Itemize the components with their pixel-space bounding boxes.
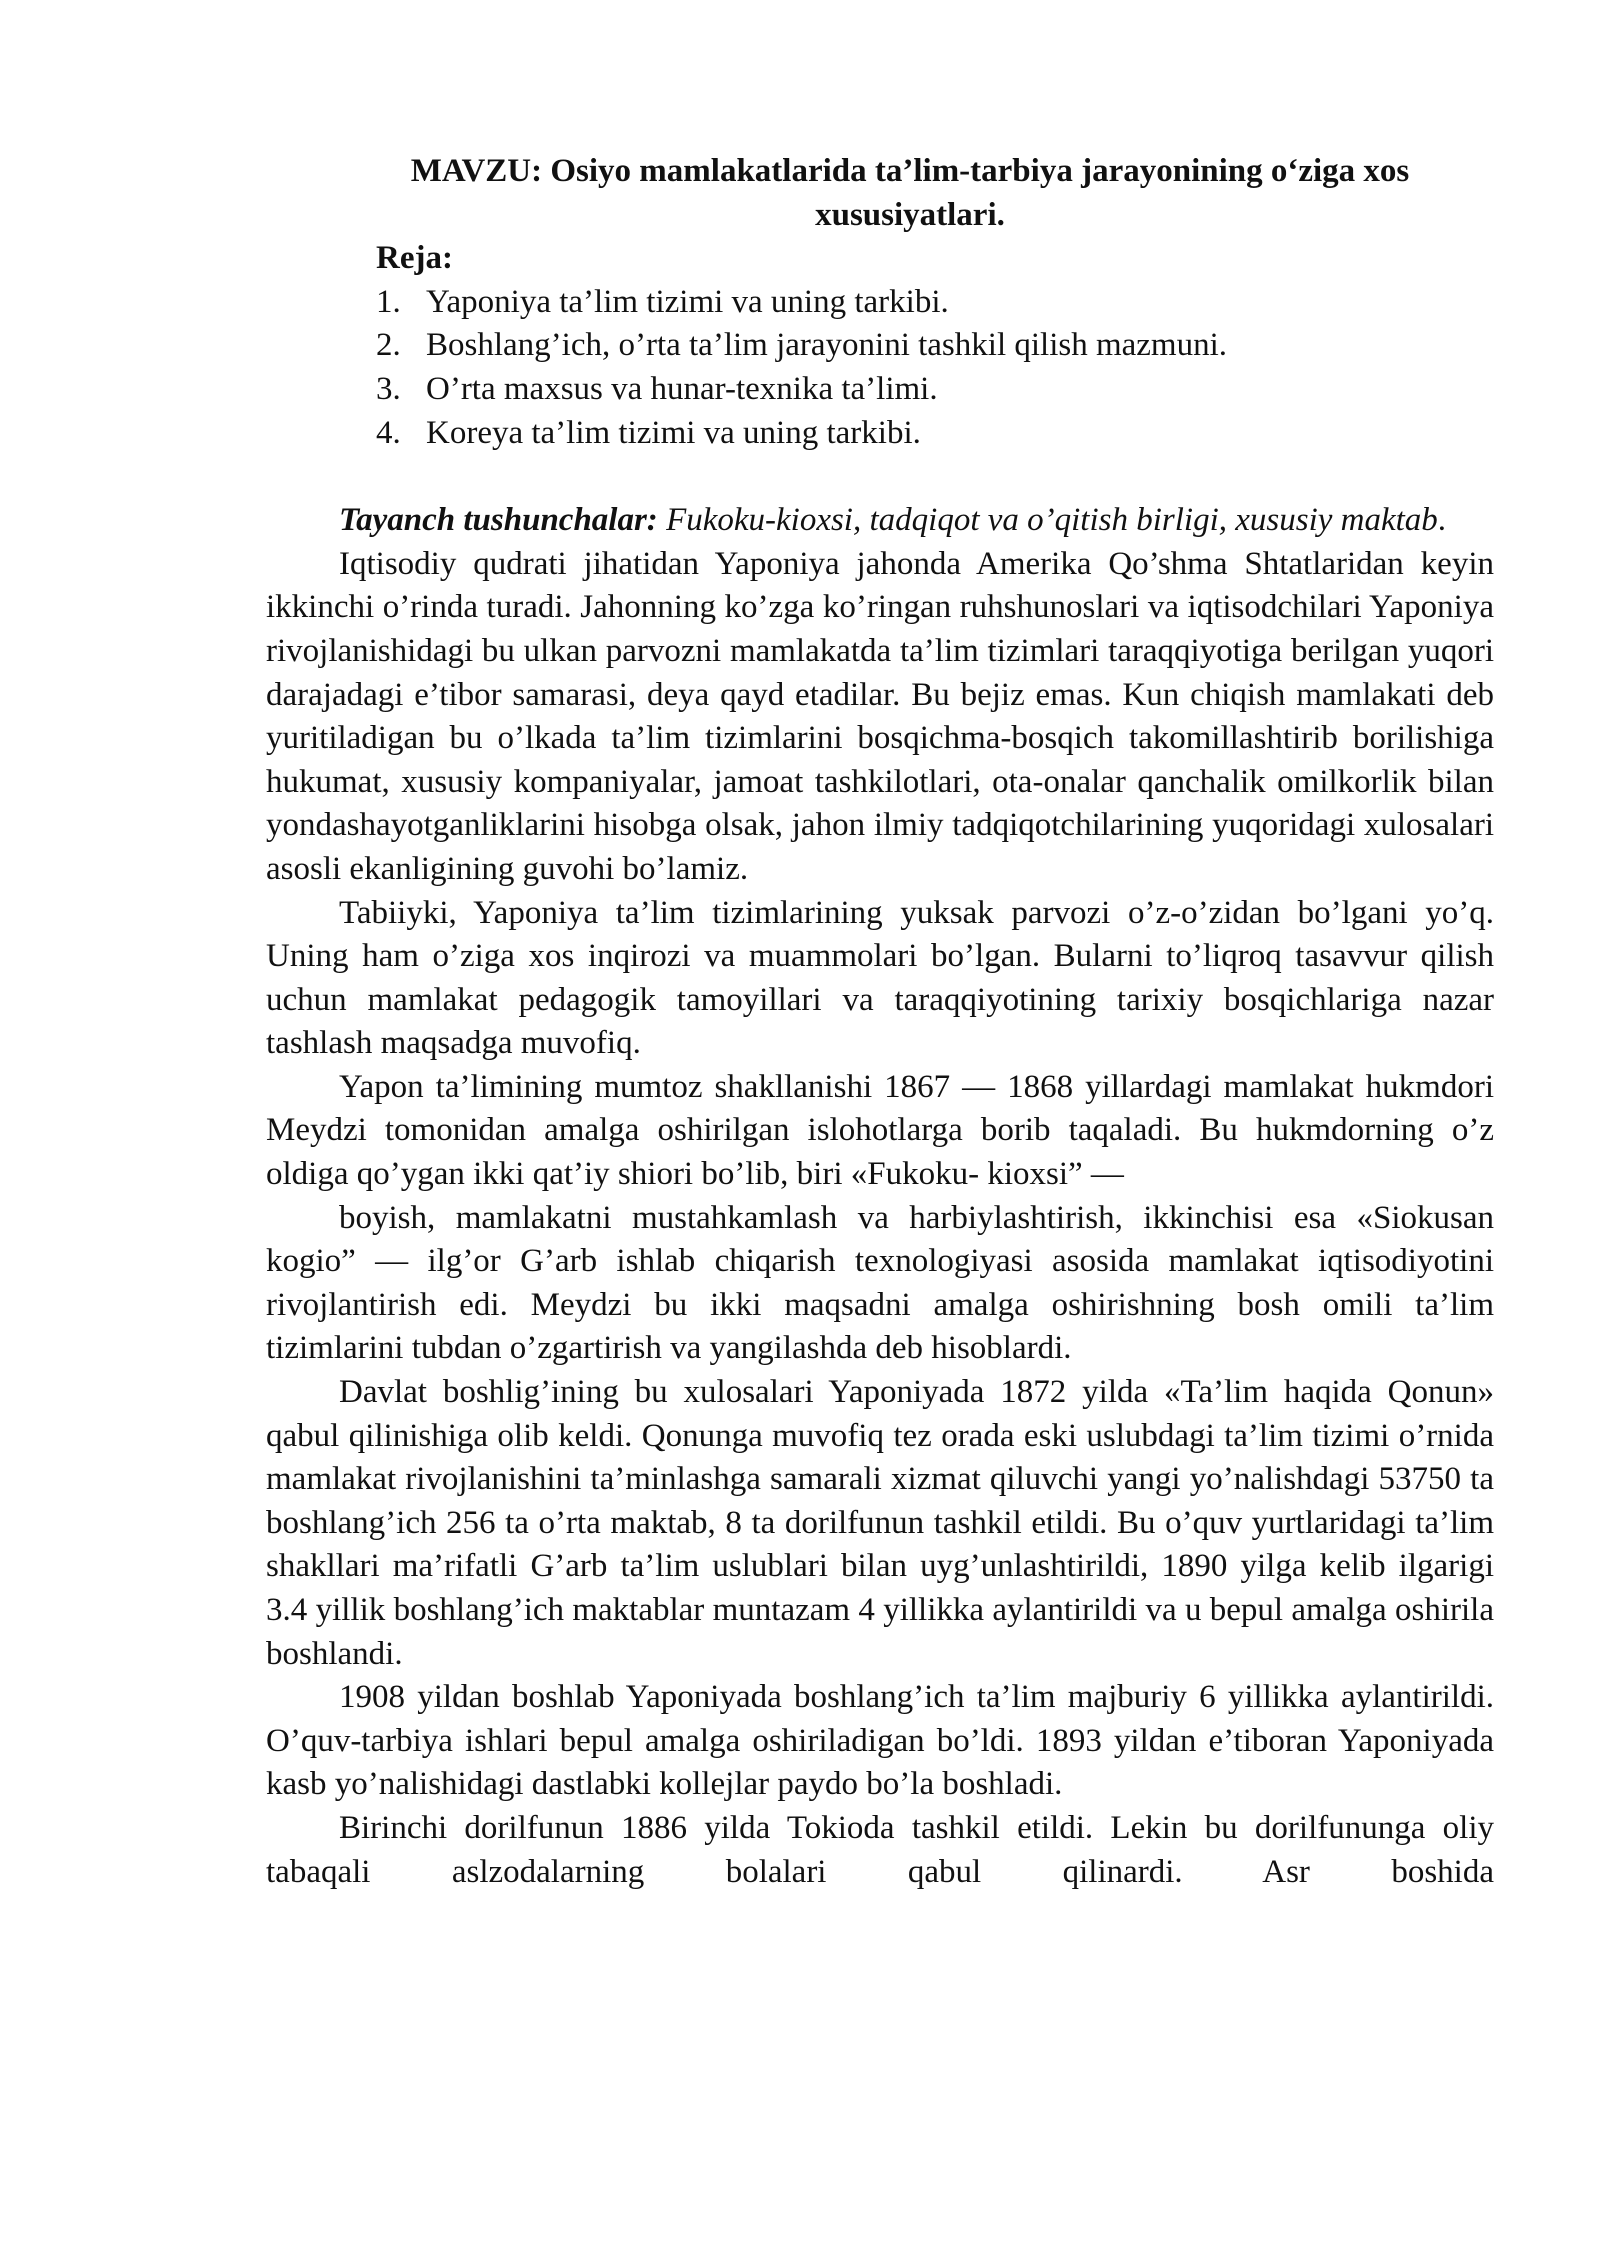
plan-heading: Reja: [376, 240, 453, 277]
body-paragraph: Iqtisodiy qudrati jihatidan Yaponiya jahonda Amerika Qo’shma Shtatlaridan keyin ikkinchi o’rinda turadi. Jahonning ko’zga ko’ringan ruhshunoslari va iqtisodchilari Yaponiya rivojlanishidagi bu ulkan parvozni mamlakatda ta’lim tizimlari taraqqiyotiga berilgan yuqori darajadagi e’tibor samarasi, deya qayd etadilar. Bu bejiz emas. Kun chiqish mamlakati deb yuritiladigan bu o’lkada ta’lim tizimlarini bosqichma-bosqich takomillashtirib borilishiga hukumat, xususiy kompaniyalar, jamoat tashkilotlari, ota-onalar qanchalik omilkorlik bilan yondashayotganliklarini hisobga olsak, jahon ilmiy tadqiqotchilarining yuqoridagi xulosalari asosli ekanligining guvohi bo’lamiz. [266, 545, 1494, 887]
plan-section [266, 237, 1494, 455]
title-line-2: xususiyatlari. [815, 196, 1005, 233]
plan-item-number: 4. [376, 414, 401, 451]
plan-item-text: Yaponiya ta’lim tizimi va uning tarkibi. [426, 283, 949, 320]
keywords-label: Tayanch tushunchalar: [339, 502, 658, 539]
body-paragraph: boyish, mamlakatni mustahkamlash va harbiylashtirish, ikkinchisi esa «Siokusan kogio” — ilg’or G’arb ishlab chiqarish texnologiyasi asosida mamlakat iqtisodiyotini rivojlantirish edi. Meydzi bu ikki maqsadni amalga oshirishning bosh omili ta’lim tizimlarini tubdan o’zgartirish va yangilashda deb hisoblardi. [266, 1199, 1494, 1367]
keywords-paragraph [266, 499, 1494, 543]
body-paragraph: 1908 yildan boshlab Yaponiyada boshlang’ich ta’lim majburiy 6 yillikka aylantirildi. O’quv-tarbiya ishlari bepul amalga oshiriladigan bo’ldi. 1893 yildan e’tiboran Yaponiyada kasb yo’nalishidagi dastlabki kollejlar paydo bo’la boshladi. [266, 1679, 1494, 1803]
plan-item-number: 3. [376, 370, 401, 407]
plan-item [376, 281, 1494, 325]
body-paragraph: Birinchi dorilfunun 1886 yilda Tokioda tashkil etildi. Lekin bu dorilfununga oliy tabaqali aslzodalarning bolalari qabul qilinardi. Asr boshida [266, 1809, 1494, 1890]
plan-item-text: Koreya ta’lim tizimi va uning tarkibi. [426, 414, 921, 451]
plan-item [376, 368, 1494, 412]
plan-item-text: O’rta maxsus va hunar-texnika ta’limi. [426, 370, 938, 407]
plan-item-number: 2. [376, 327, 401, 364]
document-title [266, 150, 1494, 237]
plan-list [376, 281, 1494, 455]
body-paragraph: Davlat boshlig’ining bu xulosalari Yaponiyada 1872 yilda «Ta’lim haqida Qonun» qabul qilinishiga olib keldi. Qonunga muvofiq tez orada eski uslubdagi ta’lim tizimi o’rnida mamlakat rivojlanishini ta’minlashga samarali xizmat qiluvchi yangi yo’nalishdagi 53750 ta boshlang’ich 256 ta o’rta maktab, 8 ta dorilfunun tashkil etildi. Bu o’quv yurtlaridagi ta’lim shakllari ma’rifatli G’arb ta’lim uslublari bilan uyg’unlashtirildi, 1890 yilga kelib ilgarigi 3.4 yillik boshlang’ich maktablar muntazam 4 yillikka aylantirildi va u bepul amalga oshirila boshlandi. [266, 1374, 1494, 1672]
body-paragraph: Yapon ta’limining mumtoz shakllanishi 1867 — 1868 yillardagi mamlakat hukmdori Meydzi tomonidan amalga oshirilgan islohotlarga borib taqaladi. Bu hukmdorning o’z oldiga qo’ygan ikki qat’iy shiori bo’lib, biri «Fukoku- kioxsi” — [266, 1068, 1494, 1193]
document-body [266, 150, 1494, 1894]
keywords-end: . [1437, 502, 1447, 539]
plan-item-text: Boshlang’ich, o’rta ta’lim jarayonini tashkil qilish mazmuni. [426, 327, 1228, 364]
plan-item [376, 324, 1494, 368]
title-line-1: MAVZU: Osiyo mamlakatlarida ta’lim-tarbiya jarayonining o‘ziga xos [410, 153, 1410, 189]
body-paragraph: Tabiiyki, Yaponiya ta’lim tizimlarining yuksak parvozi o’z-o’zidan bo’lgani yo’q. Uning ham o’ziga xos inqirozi va muammolari bo’lgan. Bularni to’liqroq tasavvur qilish uchun mamlakat pedagogik tamoyillari va taraqqiyotining tarixiy bosqichlariga nazar tashlash maqsadga muvofiq. [266, 894, 1494, 1062]
plan-item-number: 1. [376, 283, 401, 320]
keywords-text: Fukoku-kioxsi, tadqiqot va o’qitish birligi, xususiy maktab [657, 502, 1438, 539]
plan-item [376, 412, 1494, 456]
